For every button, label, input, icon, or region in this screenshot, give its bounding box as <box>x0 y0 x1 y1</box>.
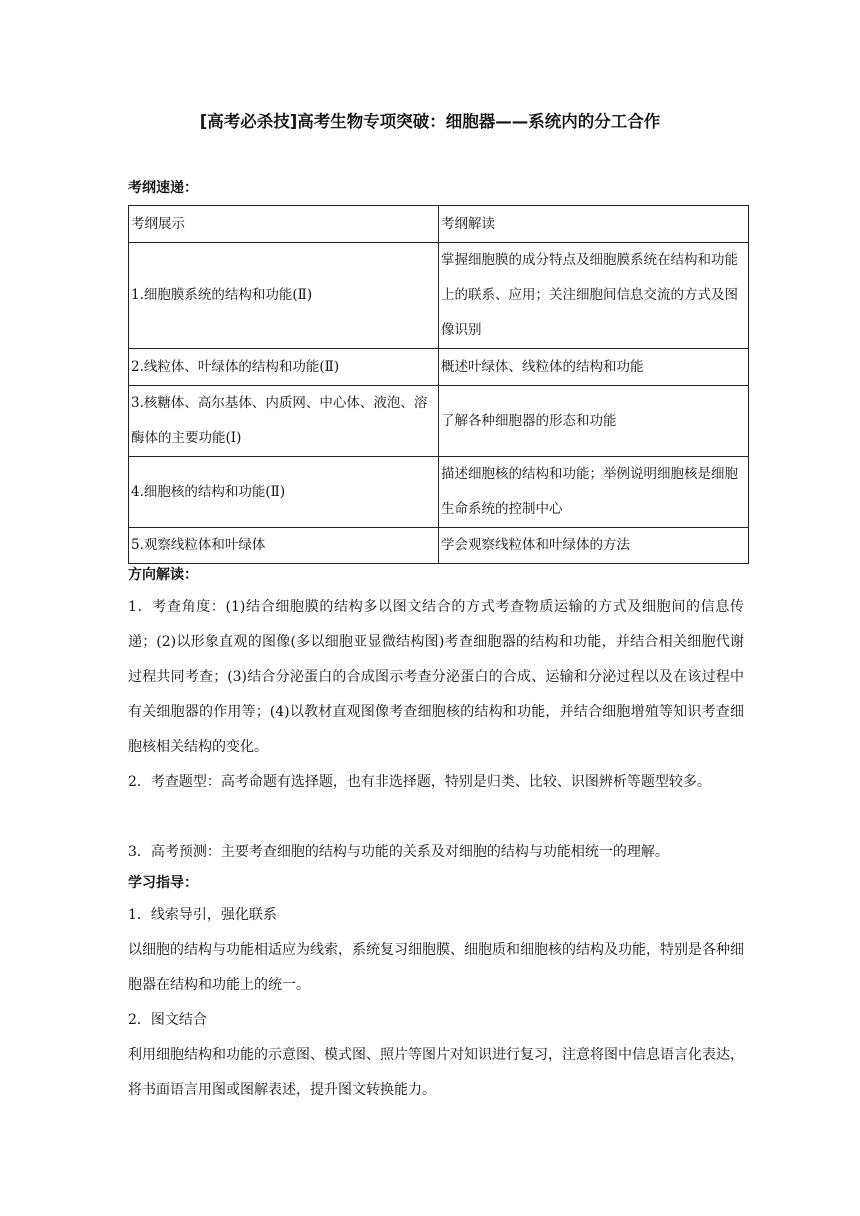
table-cell-right: 描述细胞核的结构和功能；举例说明细胞核是细胞生命系统的控制中心 <box>439 457 749 528</box>
table-cell-right: 概述叶绿体、线粒体的结构和功能 <box>439 349 749 386</box>
table-cell-left: 4.细胞核的结构和功能(Ⅱ) <box>129 457 439 528</box>
table-row <box>129 386 749 457</box>
direction-item-2: 2．考查题型：高考命题有选择题，也有非选择题，特别是归类、比较、识图辨析等题型较多。 <box>128 774 711 790</box>
table-cell-left: 1.细胞膜系统的结构和功能(Ⅱ) <box>129 243 439 349</box>
table-header-row <box>129 206 749 243</box>
guidance-body-1: 以细胞的结构与功能相适应为线索，系统复习细胞膜、细胞质和细胞核的结构及功能，特别是各种细胞器在结构和功能上的统一。 <box>128 942 744 993</box>
guidance-subtitle-1: 1．线索导引，强化联系 <box>128 907 277 923</box>
table-row <box>129 457 749 528</box>
table-header-cell: 考纲展示 <box>129 206 439 243</box>
syllabus-heading: 考纲速递： <box>128 180 198 196</box>
table-header-cell: 考纲解读 <box>439 206 749 243</box>
direction-item-1: 1．考查角度：(1)结合细胞膜的结构多以图文结合的方式考查物质运输的方式及细胞间的信息传递；(2)以形象直观的图像(多以细胞亚显微结构图)考查细胞器的结构和功能，并结合相关细胞代谢过程共同考查；(3)结合分泌蛋白的合成图示考查分泌蛋白的合成、运输和分泌过程以及在该过程中有关细胞器的作用等；(4)以教材直观图像考查细胞核的结构和功能，并结合细胞增殖等知识考查细胞核相关结构的变化。 <box>128 599 744 755</box>
document-title: [高考必杀技]高考生物专项突破：细胞器——系统内的分工合作 <box>199 112 661 131</box>
direction-item-3: 3．高考预测：主要考查细胞的结构与功能的关系及对细胞的结构与功能相统一的理解。 <box>128 844 669 860</box>
direction-heading: 方向解读： <box>128 567 198 583</box>
table-cell-right: 学会观察线粒体和叶绿体的方法 <box>439 528 749 564</box>
table-cell-right: 了解各种细胞器的形态和功能 <box>439 386 749 457</box>
table-row <box>129 528 749 564</box>
table-row <box>129 243 749 349</box>
table-cell-right: 掌握细胞膜的成分特点及细胞膜系统在结构和功能上的联系、应用；关注细胞间信息交流的方式及图像识别 <box>439 243 749 349</box>
guidance-subtitle-2: 2．图文结合 <box>128 1012 207 1028</box>
table-cell-left: 5.观察线粒体和叶绿体 <box>129 528 439 564</box>
table-cell-left: 3.核糖体、高尔基体、内质网、中心体、液泡、溶酶体的主要功能(Ⅰ) <box>129 386 439 457</box>
table-cell-left: 2.线粒体、叶绿体的结构和功能(Ⅱ) <box>129 349 439 386</box>
syllabus-table <box>128 205 749 564</box>
table-row <box>129 349 749 386</box>
guidance-heading: 学习指导： <box>128 875 198 891</box>
guidance-body-2: 利用细胞结构和功能的示意图、模式图、照片等图片对知识进行复习，注意将图中信息语言化表达，将书面语言用图或图解表述，提升图文转换能力。 <box>128 1047 744 1098</box>
